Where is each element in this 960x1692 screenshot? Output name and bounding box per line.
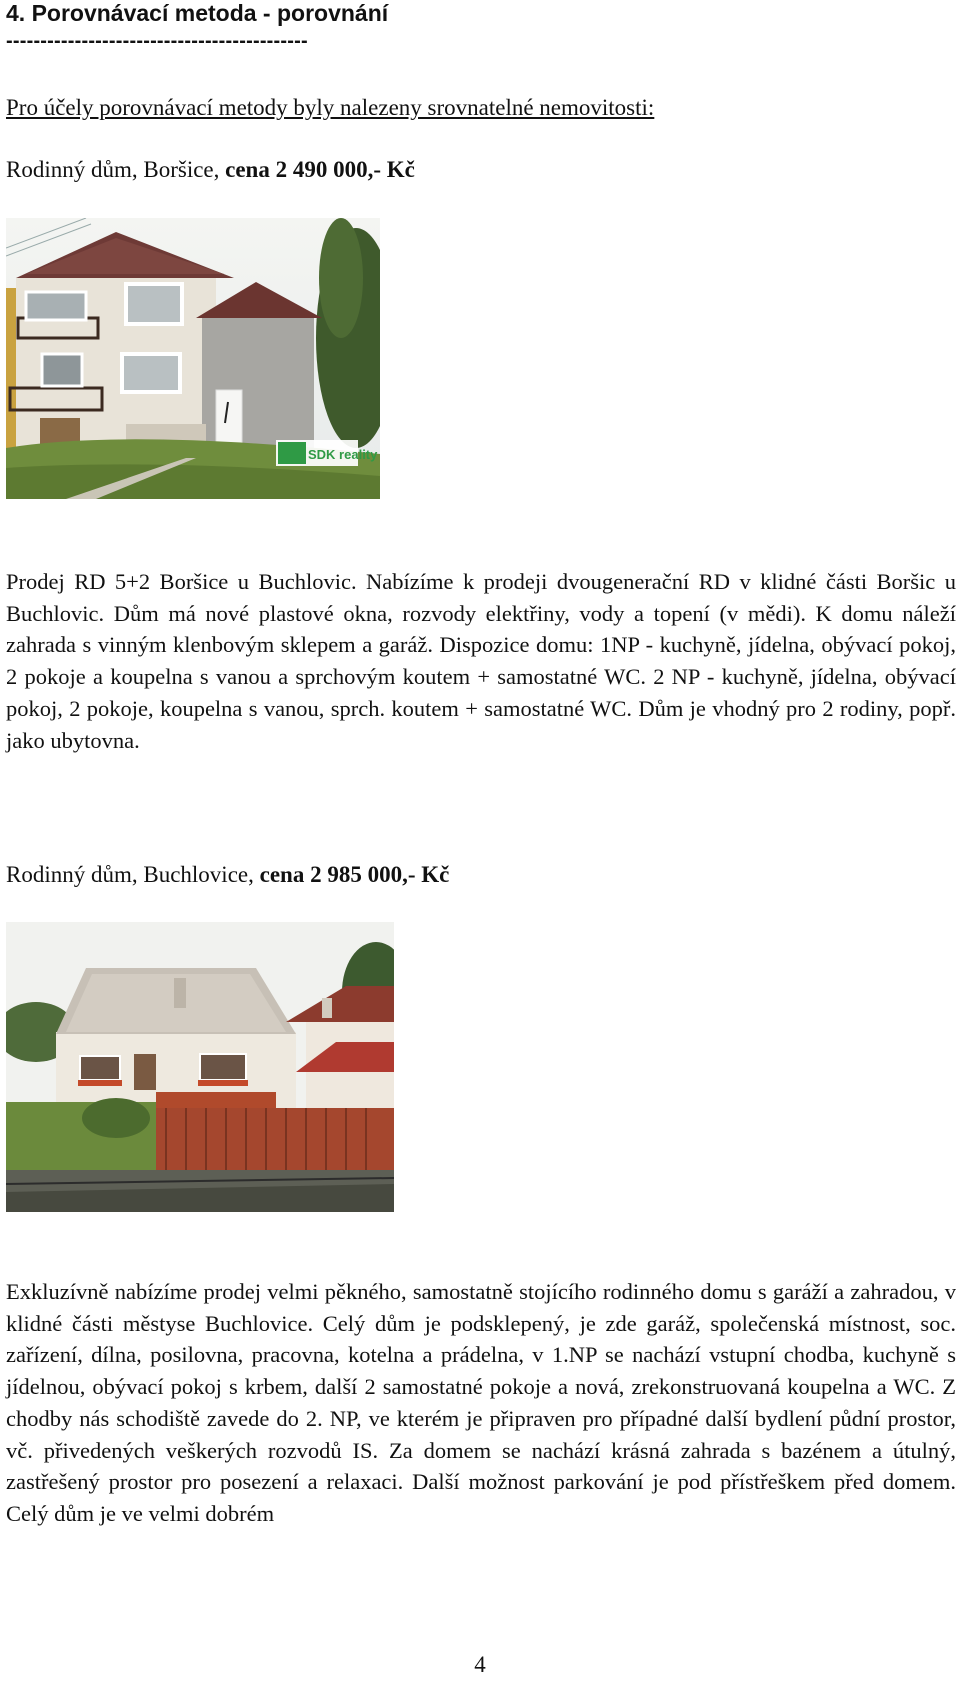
listing-1-name: Rodinný dům, Boršice, [6,157,226,182]
listing-2-price: cena 2 985 000,- Kč [259,862,450,887]
listing-2-title [6,862,449,888]
listing-1-price: cena 2 490 000,- Kč [225,157,415,182]
section-heading: 4. Porovnávací metoda - porovnání [6,0,389,26]
listing-1-description: Prodej RD 5+2 Boršice u Buchlovic. Nabízíme k prodeji dvougenerační RD v klidné části Boršic u Buchlovic. Dům má nové plastové okna, rozvody elektřiny, vody a topení (v mědi). K domu náleží zahrada s vinným klenbovým sklepem a garáž. Dispozice domu: 1NP - kuchyně, jídelna, obývací pokoj, 2 pokoje a koupelna s vanou a sprchovým koutem + samostatné WC. 2 NP - kuchyně, jídelna, obývací pokoj, 2 pokoje, koupelna s vanou, sprch. koutem + samostatné WC. Dům je vhodný pro 2 rodiny, popř. jako ubytovna. [6,569,956,753]
listing-2-description: Exkluzívně nabízíme prodej velmi pěkného, samostatně stojícího rodinného domu s garáží a zahradou, v klidné části městyse Buchlovice. Celý dům je podsklepený, je zde garáž, společenská místnost, soc. zařízení, dílna, posilovna, pracovna, kotelna a prádelna, v 1.NP se nachází vstupní chodba, kuchyně s jídelnou, obývací pokoj s krbem, další 2 samostatné pokoje a nová, zrekonstruovaná koupelna a WC. Z chodby nás schodiště zavede do 2. NP, ve kterém je připraven pro případné další bydlení půdní prostor, vč. přivedených veškerých rozvodů IS. Za domem se nachází krásná zahrada s bazénem a útulný, zastřešený prostor pro posezení a relaxaci. Další možnost parkování je pod přístřeškem před domem. Celý dům je ve velmi dobrém [6,1279,956,1526]
page-number: 4 [474,1652,486,1677]
listing-1-photo [6,218,380,499]
listing-1-logo: SDK reality [308,447,378,462]
listing-1-title [6,157,415,183]
intro-text: Pro účely porovnávací metody byly nalezeny srovnatelné nemovitosti: [6,95,655,120]
listing-2-name: Rodinný dům, Buchlovice, [6,862,260,887]
heading-underline: -------------------------------------------- [6,30,308,52]
listing-2-photo [6,922,394,1212]
